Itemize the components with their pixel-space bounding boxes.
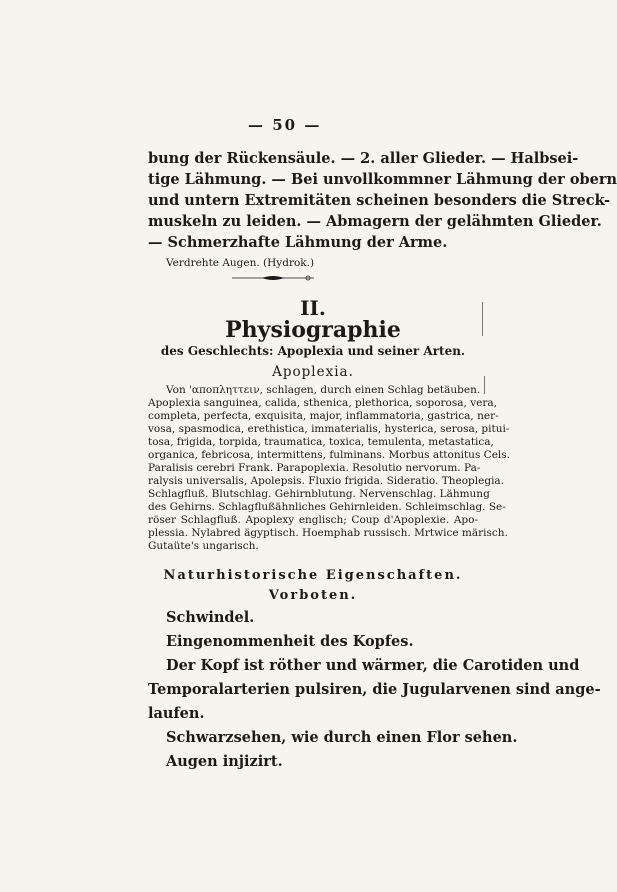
decorative-rule	[232, 274, 314, 282]
note-line: Verdrehte Augen. (Hydrok.)	[166, 257, 315, 269]
text-line: des Gehirns. Schlagflußähnliches Gehirnleiden. Schleimschlag. Se-	[148, 501, 506, 513]
list-item: Eingenommenheit des Kopfes.	[166, 633, 414, 650]
list-item: Augen injizirt.	[166, 753, 283, 770]
text-line: tosa, frigida, torpida, traumatica, toxica, temulenta, metastatica,	[148, 436, 494, 448]
text-line: plessia. Nylabred ägyptisch. Hoemphab russisch. Mrtwice märisch.	[148, 527, 508, 539]
list-item: Der Kopf ist röther und wärmer, die Carotiden und	[166, 657, 580, 674]
list-item: Temporalarterien pulsiren, die Jugularvenen sind ange-	[148, 681, 601, 698]
text-line: Schlagfluß. Blutschlag. Gehirnblutung. Nervenschlag. Lähmung	[148, 488, 490, 500]
text-line: Apoplexia sanguinea, calida, sthenica, plethorica, soporosa, vera,	[148, 397, 497, 409]
margin-mark	[484, 376, 485, 394]
text-line: und untern Extremitäten scheinen besonders die Streck-	[148, 192, 611, 209]
section-subtitle: des Geschlechts: Apoplexia und seiner Arten.	[160, 344, 466, 358]
text-line: Paralisis cerebri Frank. Parapoplexia. Resolutio nervorum. Pa-	[148, 462, 481, 474]
vorboten-list	[148, 606, 601, 774]
margin-mark	[482, 302, 483, 336]
text-line: Von 'αποπληττειν, schlagen, durch einen Schlag betäuben.	[166, 384, 481, 396]
text-line: completa, perfecta, exquisita, major, inflammatoria, gastrica, ner-	[148, 410, 499, 422]
page-number: — 50 —	[248, 116, 322, 134]
text-line: organica, febricosa, intermittens, fulminans. Morbus attonitus Cels.	[148, 449, 511, 461]
text-line: Gutaüte's ungarisch.	[148, 540, 259, 552]
list-item: Schwarzsehen, wie durch einen Flor sehen.	[166, 729, 518, 746]
text-line: bung der Rückensäule. — 2. aller Glieder. — Halbsei-	[148, 150, 579, 167]
section-title: Physiographie	[225, 317, 401, 343]
text-line: tige Lähmung. — Bei unvollkommner Lähmung der obern	[148, 171, 617, 188]
top-paragraph	[148, 148, 617, 270]
section-numeral: II.	[300, 296, 326, 320]
text-line: ralysis universalis, Apolepsis. Fluxio frigida. Sideratio. Theoplegia.	[148, 475, 505, 487]
apoplexia-heading: Apoplexia.	[272, 364, 354, 380]
list-item: Schwindel.	[166, 609, 255, 626]
text-line: vosa, spasmodica, erethistica, immaterialis, hysterica, serosa, pitui-	[148, 423, 510, 435]
vorboten-heading: Vorboten.	[268, 588, 358, 603]
text-line: — Schmerzhafte Lähmung der Arme.	[148, 234, 448, 251]
text-line: röser Schlagfluß. Apoplexy englisch; Coup d'Apoplexie. Apo-	[148, 514, 478, 526]
synonym-paragraph	[148, 384, 511, 553]
text-line: muskeln zu leiden. — Abmagern der gelähmten Glieder.	[148, 213, 602, 230]
list-item: laufen.	[148, 705, 205, 722]
natur-heading: Naturhistorische Eigenschaften.	[163, 568, 463, 583]
